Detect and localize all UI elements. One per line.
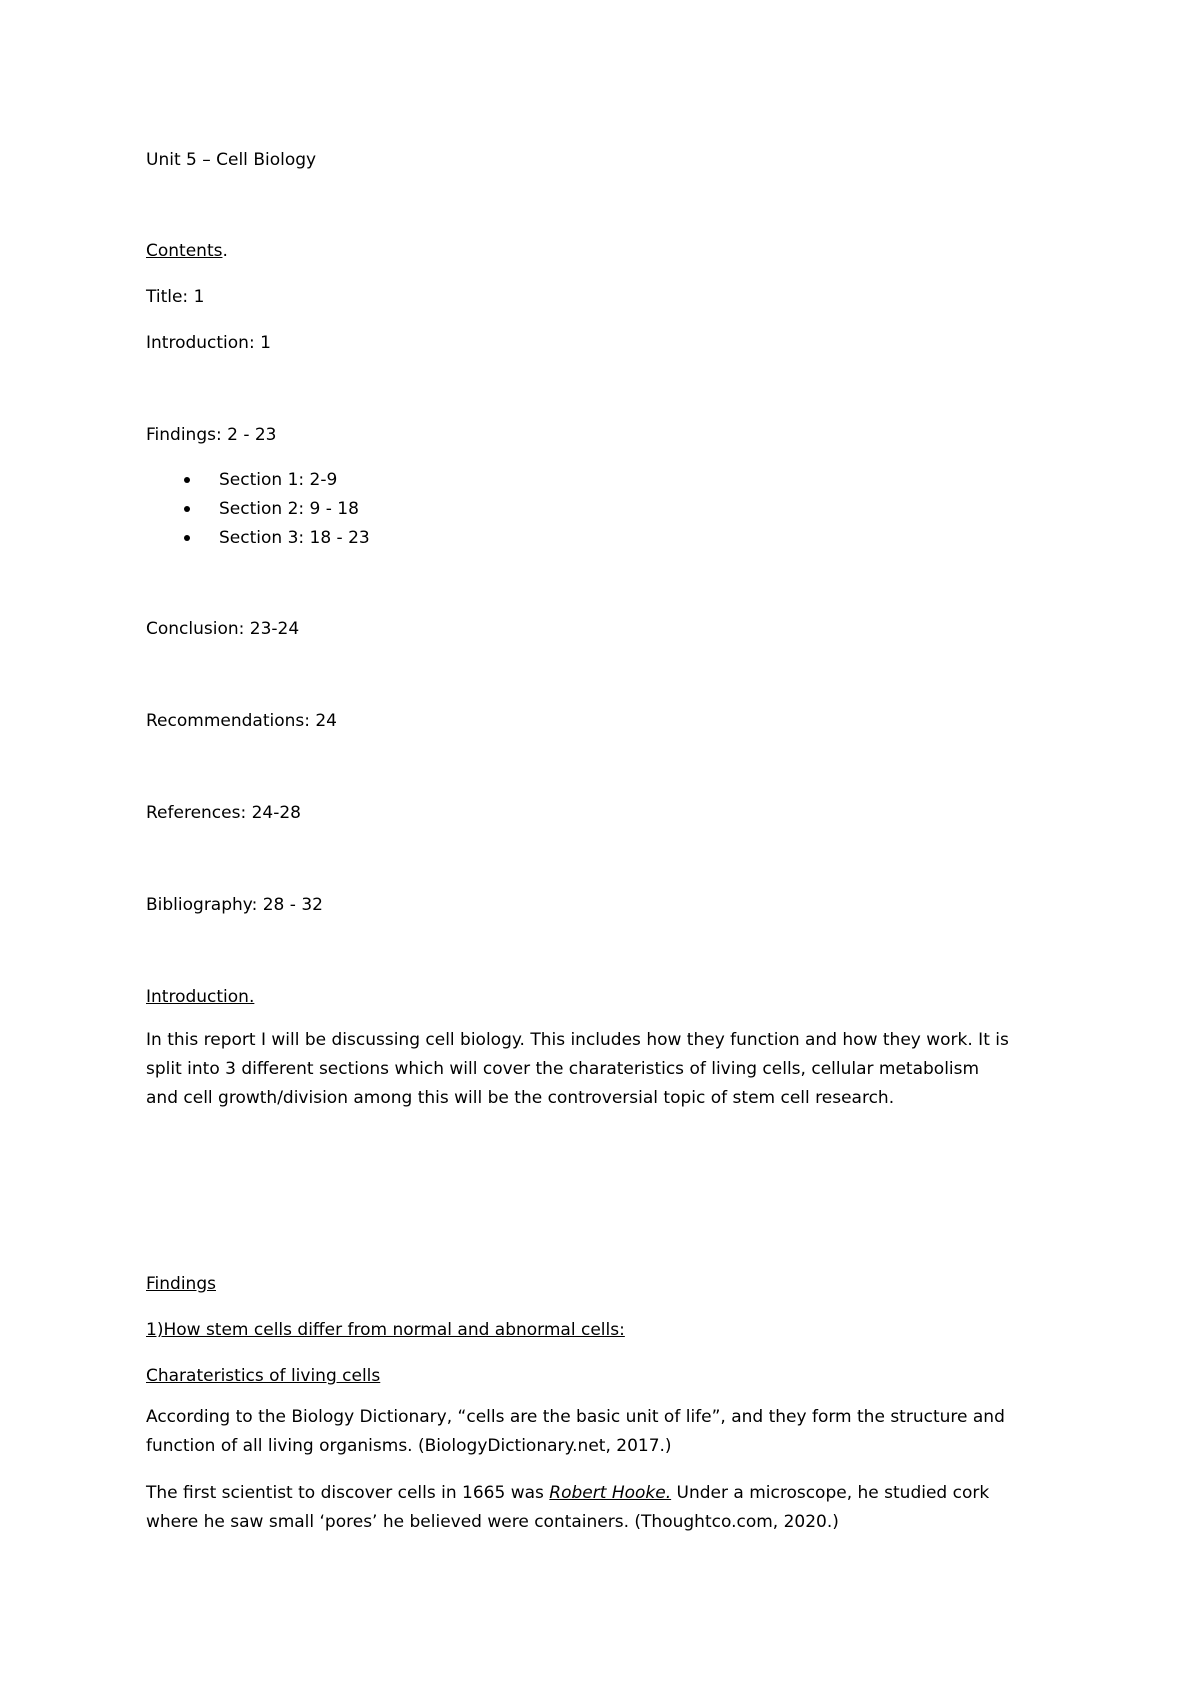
findings-p2-line-1 [146,1479,1076,1508]
findings-p1-line-1: According to the Biology Dictionary, “cells are the basic unit of life”, and they form the structure and [146,1407,1005,1427]
contents-item-introduction: Introduction: 1 [146,333,271,353]
findings-section-title: Charateristics of living cells [146,1366,381,1386]
findings-p2-line-1-after: Under a microscope, he studied cork [671,1483,990,1503]
contents-title [146,240,228,262]
introduction-line-2: split into 3 different sections which will cover the charateristics of living cells, cellular metabolism [146,1059,980,1079]
contents-item-title: Title: 1 [146,287,205,307]
robert-hooke-link[interactable]: Robert Hooke. [549,1483,672,1503]
bullet-icon [184,506,190,512]
findings-title: Findings [146,1274,216,1294]
bullet-icon [184,535,190,541]
contents-item-bibliography: Bibliography: 28 - 32 [146,895,323,915]
contents-title-text: Contents [146,241,223,261]
introduction-line-3: and cell growth/division among this will be the controversial topic of stem cell research. [146,1088,895,1108]
document-heading: Unit 5 – Cell Biology [146,150,317,170]
contents-section-2-label: Section 2: 9 - 18 [219,499,359,519]
introduction-paragraph [146,1026,1076,1113]
findings-p1-line-2: function of all living organisms. (BiologyDictionary.net, 2017.) [146,1436,672,1456]
findings-paragraph-2 [146,1479,1076,1537]
introduction-line-1: In this report I will be discussing cell biology. This includes how they function and how they work. It is [146,1030,1009,1050]
contents-item-recommendations: Recommendations: 24 [146,711,338,731]
findings-subtitle: 1)How stem cells differ from normal and abnormal cells: [146,1320,625,1340]
bullet-icon [184,477,190,483]
contents-title-punct: . [222,241,228,261]
contents-section-1-label: Section 1: 2-9 [219,470,338,490]
findings-p2-line-2: where he saw small ‘pores’ he believed were containers. (Thoughtco.com, 2020.) [146,1512,839,1532]
contents-item-findings: Findings: 2 - 23 [146,425,277,445]
contents-item-references: References: 24-28 [146,803,301,823]
contents-section-3-label: Section 3: 18 - 23 [219,528,370,548]
introduction-title: Introduction. [146,987,255,1007]
findings-paragraph-1 [146,1403,1076,1461]
findings-p2-line-1-before: The first scientist to discover cells in 1665 was [146,1483,550,1503]
contents-item-conclusion: Conclusion: 23-24 [146,619,300,639]
